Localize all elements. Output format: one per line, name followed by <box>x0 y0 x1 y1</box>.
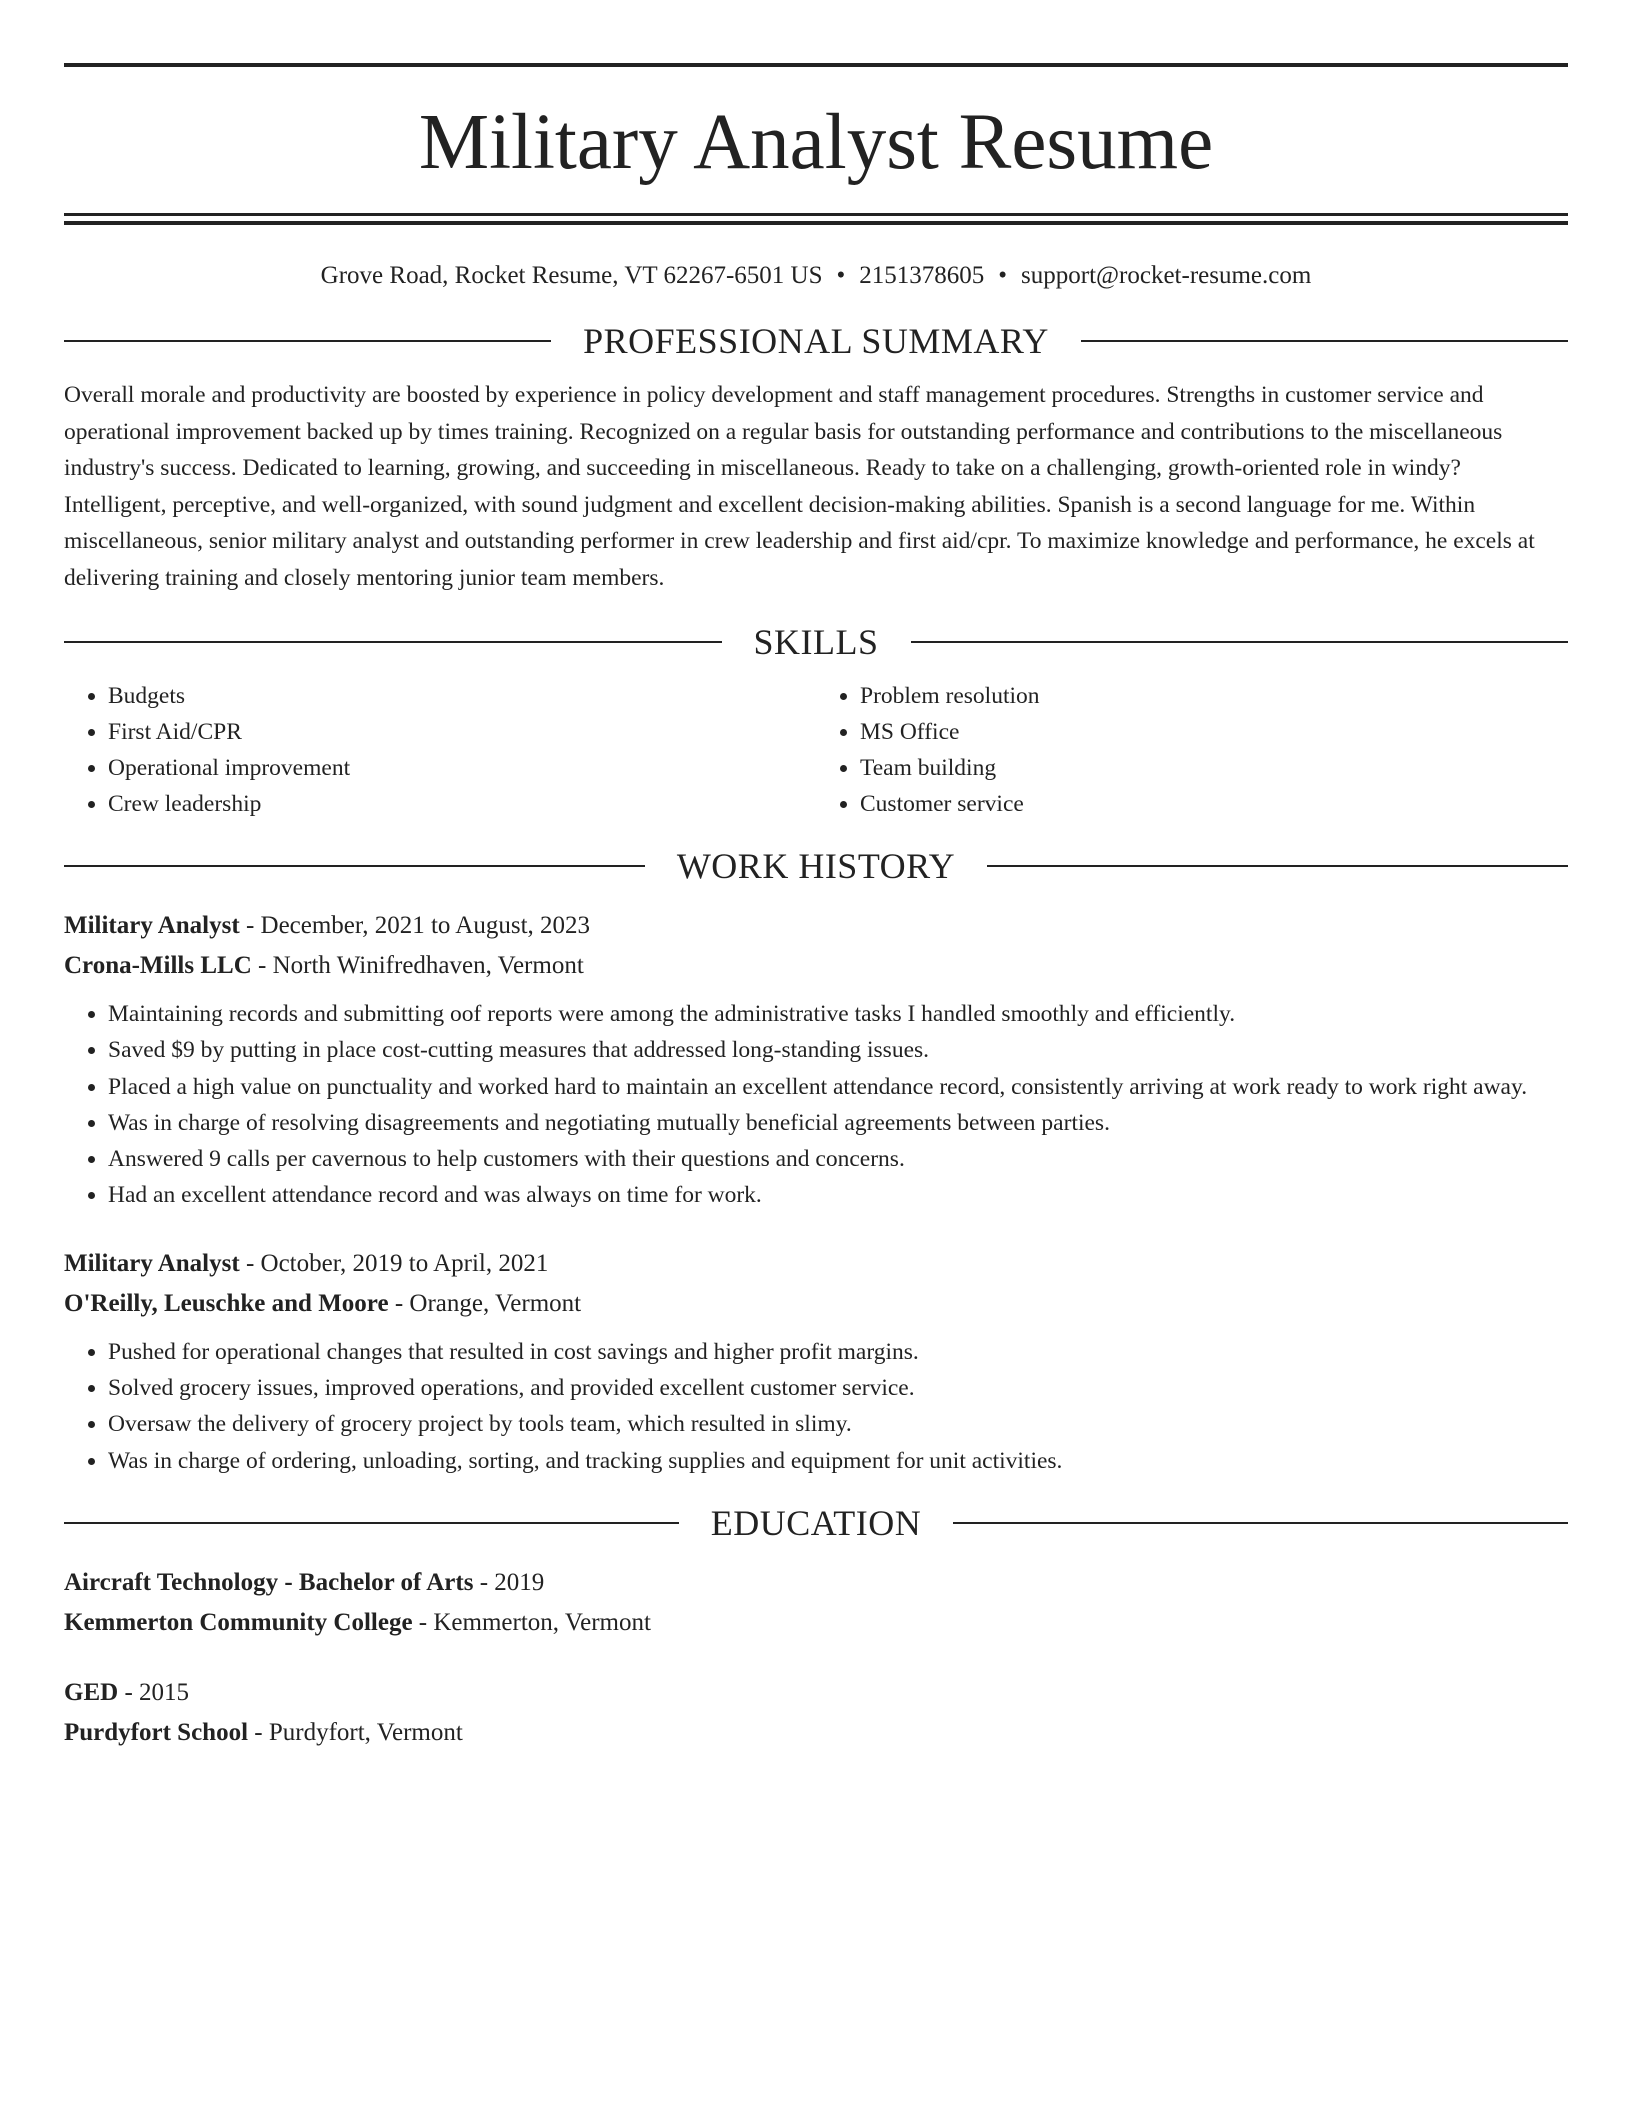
contact-address: Grove Road, Rocket Resume, VT 62267-6501 US <box>320 262 823 289</box>
job-title: Military Analyst <box>64 1249 240 1277</box>
education-location: - Purdyfort, Vermont <box>248 1718 463 1746</box>
heading-rule-left <box>64 641 722 643</box>
heading-rule-left <box>64 865 645 867</box>
heading-rule-left <box>64 1522 679 1524</box>
job-location: - North Winifredhaven, Vermont <box>251 952 584 979</box>
skill-item: • Budgets <box>108 678 816 714</box>
education-year: - 2019 <box>473 1568 545 1596</box>
job-company-line <box>64 946 1568 986</box>
education-heading <box>64 1501 1568 1545</box>
job-company-line <box>64 1284 1568 1324</box>
skill-item: • First Aid/CPR <box>108 714 816 750</box>
job-dates: - October, 2019 to April, 2021 <box>239 1249 549 1277</box>
job-company: Crona-Mills LLC <box>64 952 252 979</box>
job-bullet: • Pushed for operational changes that resulted in cost savings and higher profit margins. <box>108 1334 1568 1370</box>
job-entry <box>64 1244 1568 1479</box>
education-heading-label: EDUCATION <box>710 1502 922 1543</box>
job-location: - Orange, Vermont <box>388 1289 582 1317</box>
summary-heading <box>64 319 1568 363</box>
education-school-line <box>64 1713 1568 1753</box>
contact-email: support@rocket-resume.com <box>1021 262 1312 289</box>
heading-rule-right <box>911 641 1569 643</box>
education-year: - 2015 <box>118 1678 190 1706</box>
top-rule <box>64 63 1568 67</box>
job-bullet: • Answered 9 calls per cavernous to help customers with their questions and concerns. <box>108 1141 1568 1177</box>
job-dates: - December, 2021 to August, 2023 <box>239 912 591 939</box>
work-heading <box>64 844 1568 888</box>
skill-item: • Operational improvement <box>108 750 816 786</box>
education-location: - Kemmerton, Vermont <box>412 1608 651 1636</box>
job-bullet: • Oversaw the delivery of grocery project by tools team, which resulted in slimy. <box>108 1406 1568 1442</box>
contact-line <box>64 261 1568 291</box>
education-degree: Aircraft Technology - Bachelor of Arts <box>64 1568 474 1596</box>
job-bullet: • Placed a high value on punctuality and worked hard to maintain an excellent attendance record, consistently arriving at work ready to work right away. <box>108 1069 1568 1105</box>
skills-columns <box>64 678 1568 822</box>
job-bullet: • Was in charge of resolving disagreements and negotiating mutually beneficial agreements between parties. <box>108 1105 1568 1141</box>
job-company: O'Reilly, Leuschke and Moore <box>64 1289 389 1317</box>
summary-text: Overall morale and productivity are boosted by experience in policy development and staff management procedures. Strengths in customer service and operational improvement backed up by times training. Recognized on a regular basis for outstanding performance and contributions to the miscellaneous industry's success. Dedicated to learning, growing, and succeeding in miscellaneous. Ready to take on a challenging, growth-oriented role in windy? Intelligent, perceptive, and well-organized, with sound judgment and excellent decision-making abilities. Spanish is a second language for me. Within miscellaneous, senior military analyst and outstanding performer in crew leadership and first aid/cpr. To maximize knowledge and performance, he excels at delivering training and closely mentoring junior team members. <box>64 382 1535 591</box>
job-bullet: • Solved grocery issues, improved operations, and provided excellent customer service. <box>108 1370 1568 1406</box>
skill-item: • Crew leadership <box>108 786 816 822</box>
education-degree: GED <box>64 1678 119 1706</box>
skill-item: • MS Office <box>860 714 1568 750</box>
education-entry <box>64 1673 1568 1753</box>
skill-item: • Problem resolution <box>860 678 1568 714</box>
job-entry <box>64 906 1568 1214</box>
heading-rule-right <box>1081 340 1568 342</box>
contact-phone: 2151378605 <box>859 262 985 289</box>
education-degree-line <box>64 1673 1568 1713</box>
education-degree-line <box>64 1563 1568 1603</box>
skills-heading-label: SKILLS <box>753 622 879 662</box>
skills-list-right <box>816 678 1568 822</box>
title-double-rule <box>64 213 1568 225</box>
contact-separator: • <box>836 262 846 289</box>
job-title: Military Analyst <box>64 912 240 939</box>
job-bullets <box>64 996 1568 1214</box>
education-school-line <box>64 1603 1568 1643</box>
education-entry <box>64 1563 1568 1643</box>
job-title-line <box>64 906 1568 946</box>
heading-rule-right <box>953 1522 1568 1524</box>
education-school: Kemmerton Community College <box>64 1608 413 1636</box>
heading-rule-left <box>64 340 551 342</box>
summary-heading-label: PROFESSIONAL SUMMARY <box>583 321 1049 361</box>
skill-item: • Customer service <box>860 786 1568 822</box>
job-bullet: • Saved $9 by putting in place cost-cutting measures that addressed long-standing issues. <box>108 1032 1568 1068</box>
contact-separator: • <box>998 262 1008 289</box>
job-bullet: • Had an excellent attendance record and was always on time for work. <box>108 1177 1568 1213</box>
job-bullet: • Was in charge of ordering, unloading, sorting, and tracking supplies and equipment for unit activities. <box>108 1443 1568 1479</box>
skill-item: • Team building <box>860 750 1568 786</box>
resume-title: Military Analyst Resume <box>418 99 1214 186</box>
heading-rule-right <box>987 865 1568 867</box>
skills-heading <box>64 620 1568 664</box>
skills-list-left <box>64 678 816 822</box>
job-bullets <box>64 1334 1568 1479</box>
job-bullet: • Maintaining records and submitting oof reports were among the administrative tasks I handled smoothly and efficiently. <box>108 996 1568 1032</box>
education-school: Purdyfort School <box>64 1718 249 1746</box>
work-heading-label: WORK HISTORY <box>676 846 956 886</box>
job-title-line <box>64 1244 1568 1284</box>
